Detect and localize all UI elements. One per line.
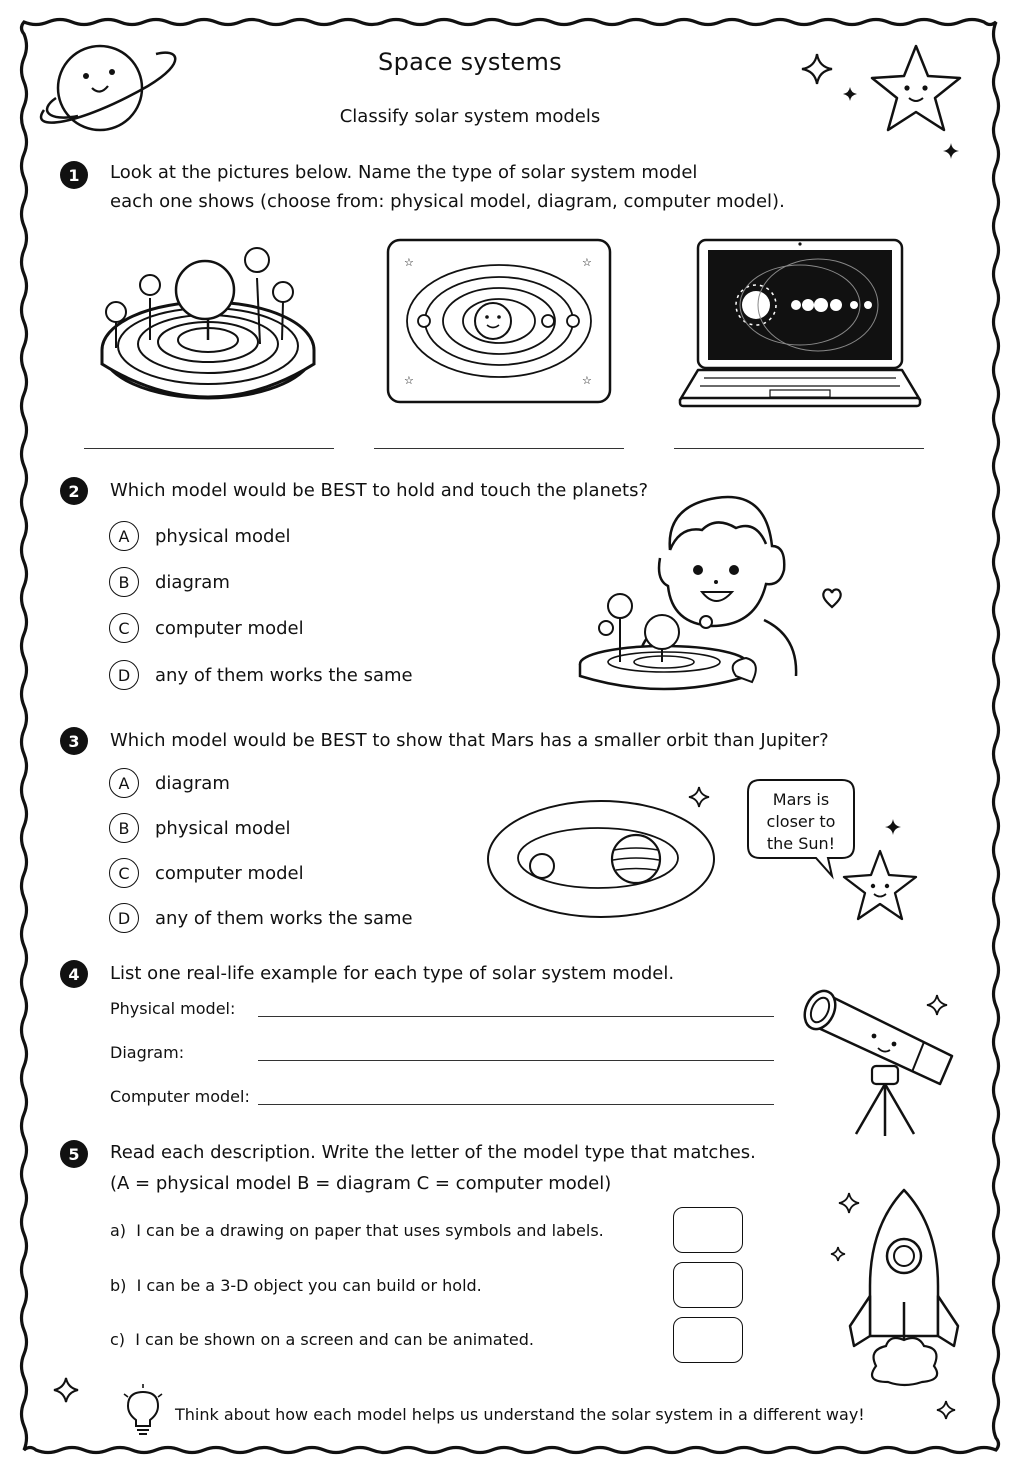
q2-option-d[interactable] [109,660,413,690]
option-letter-circle[interactable]: C [109,613,139,643]
question-number-4: 4 [60,960,88,988]
q2-option-c[interactable] [109,613,304,643]
description-a [110,1221,604,1240]
physical-model-label: Physical model: [110,999,236,1018]
option-label: any of them works the same [155,907,413,929]
diagram-model-illustration [386,238,612,404]
q2-option-a[interactable] [109,521,291,551]
physical-model-illustration [90,240,330,410]
diagram-label: Diagram: [110,1043,185,1062]
speech-bubble-text [748,789,854,855]
question-5-line-2: (A = physical model B = diagram C = computer model) [110,1173,612,1194]
sparkle-icon [800,52,834,86]
sparkle-icon [830,1246,846,1262]
question-number-2: 2 [60,477,88,505]
tip-text: Think about how each model helps us understand the solar system in a different way! [175,1405,865,1424]
option-letter-circle[interactable]: B [109,813,139,843]
answer-line-3[interactable] [674,448,924,449]
question-5-line-1: Read each description. Write the letter of the model type that matches. [110,1142,756,1163]
q2-option-b[interactable] [109,567,230,597]
option-label: physical model [155,817,291,839]
question-number-1: 1 [60,161,88,189]
question-number-5: 5 [60,1140,88,1168]
answer-box-a[interactable] [673,1207,743,1253]
sparkle-icon [52,1376,80,1404]
heart-icon [820,586,844,610]
option-label: physical model [155,525,291,547]
option-label: diagram [155,571,230,593]
question-1-line-2: each one shows (choose from: physical model, diagram, computer model). [110,191,785,212]
sparkle-icon [842,86,858,102]
sparkle-icon [936,1400,956,1420]
description-text: I can be a 3-D object you can build or hold. [136,1276,482,1295]
option-letter-circle[interactable]: A [109,768,139,798]
physical-model-answer-line[interactable] [258,1016,774,1017]
q3-option-d[interactable] [109,903,413,933]
rocket-icon [846,1186,962,1386]
svg-text:☆: ☆ [582,374,592,387]
svg-text:☆: ☆ [404,374,414,387]
question-5-text [110,1138,756,1198]
answer-box-c[interactable] [673,1317,743,1363]
option-letter-circle[interactable]: D [109,660,139,690]
answer-line-2[interactable] [374,448,624,449]
q3-option-c[interactable] [109,858,304,888]
question-1-text [110,158,785,216]
answer-box-b[interactable] [673,1262,743,1308]
option-letter-circle[interactable]: D [109,903,139,933]
mars-jupiter-orbit-illustration [486,798,716,922]
smiling-star-icon [840,848,920,922]
option-letter-circle[interactable]: A [109,521,139,551]
option-label: computer model [155,862,304,884]
question-3-text: Which model would be BEST to show that Mars has a smaller orbit than Jupiter? [110,730,829,751]
question-2-text: Which model would be BEST to hold and touch the planets? [110,480,649,501]
page-subtitle: Classify solar system models [339,106,601,127]
svg-text:☆: ☆ [582,256,592,269]
option-label: computer model [155,617,304,639]
computer-model-label: Computer model: [110,1087,250,1106]
bubble-line-1: Mars is [772,790,830,809]
option-letter-circle[interactable]: B [109,567,139,597]
q3-option-b[interactable] [109,813,291,843]
question-1-line-1: Look at the pictures below. Name the type of solar system model [110,162,698,183]
option-letter-circle[interactable]: C [109,858,139,888]
smiling-planet-icon [38,40,178,140]
bubble-line-3: the Sun! [766,834,836,853]
bubble-line-2: closer to [766,812,836,831]
option-label: diagram [155,772,230,794]
description-text: I can be shown on a screen and can be animated. [135,1330,534,1349]
description-marker: c) [110,1330,126,1349]
answer-line-1[interactable] [84,448,334,449]
question-4-text: List one real-life example for each type of solar system model. [110,963,675,984]
svg-text:☆: ☆ [404,256,414,269]
page-title: Space systems [378,48,562,76]
sparkle-icon [688,786,710,808]
sparkle-icon [926,994,948,1016]
description-b [110,1276,482,1295]
sparkle-icon [884,818,902,836]
question-number-3: 3 [60,727,88,755]
smiling-star-icon [866,42,966,134]
sparkle-icon [838,1192,860,1214]
computer-model-answer-line[interactable] [258,1104,774,1105]
lightbulb-icon [120,1384,166,1436]
description-c [110,1330,534,1349]
description-marker: a) [110,1221,127,1240]
diagram-answer-line[interactable] [258,1060,774,1061]
sparkle-icon [942,142,960,160]
option-label: any of them works the same [155,664,413,686]
computer-model-illustration [678,238,922,410]
boy-with-physical-model-illustration [576,486,856,700]
q3-option-a[interactable] [109,768,230,798]
description-marker: b) [110,1276,127,1295]
description-text: I can be a drawing on paper that uses symbols and labels. [136,1221,604,1240]
